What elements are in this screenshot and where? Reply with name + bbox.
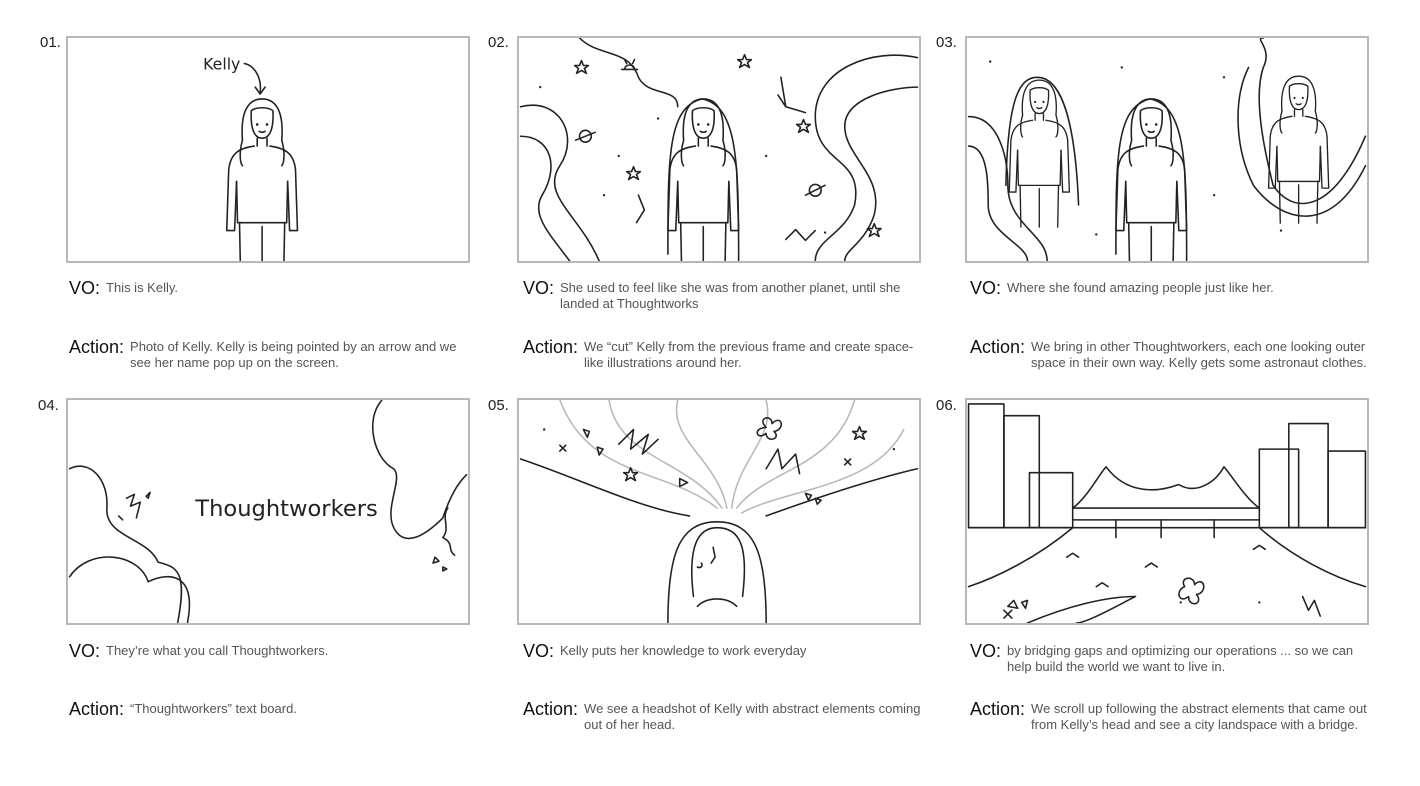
vo-label: VO: (523, 278, 555, 298)
vo-text: by bridging gaps and optimizing our operations ... so we can help build the world we want to live in. (1007, 643, 1354, 674)
action-text: “Thoughtworkers” text board. (130, 701, 297, 716)
panel-number: 05. (488, 397, 509, 414)
vo-text: Where she found amazing people just like her. (1007, 280, 1274, 295)
vo-text: She used to feel like she was from another planet, until she landed at Thoughtworks (560, 280, 901, 311)
action-text: We scroll up following the abstract elements that came out from Kelly’s head and see a city landspace with a bridge. (1031, 701, 1367, 732)
vo-label: VO: (69, 641, 101, 661)
panel-number: 02. (488, 34, 509, 51)
action-label: Action: (970, 699, 1026, 719)
vo-label: VO: (970, 641, 1002, 661)
thoughtworkers-illustration (967, 38, 1367, 261)
action-label: Action: (69, 337, 125, 357)
panel-number: 03. (936, 34, 957, 51)
panel-number: 06. (936, 397, 957, 414)
storyboard-frame-4 (66, 398, 470, 625)
city-bridge-illustration (967, 400, 1367, 623)
storyboard-frame-5 (517, 398, 921, 625)
text-board-illustration (68, 400, 468, 623)
kelly-illustration (68, 38, 468, 261)
thoughtworkers-handwritten-text: Thoughtworkers (195, 495, 378, 522)
kelly-handwritten-label: Kelly (203, 54, 241, 74)
vo-label: VO: (970, 278, 1002, 298)
action-label: Action: (69, 699, 125, 719)
vo-text: Kelly puts her knowledge to work everyday (560, 643, 807, 658)
action-text: We “cut” Kelly from the previous frame and create space-like illustrations around her. (584, 339, 914, 370)
vo-text: This is Kelly. (106, 280, 179, 295)
storyboard-frame-2 (517, 36, 921, 263)
action-text: We bring in other Thoughtworkers, each one looking outer space in their own way. Kelly gets some astronaut clothes. (1031, 339, 1367, 370)
action-text: Photo of Kelly. Kelly is being pointed by an arrow and we see her name pop up on the screen. (130, 339, 457, 370)
vo-text: They’re what you call Thoughtworkers. (106, 643, 329, 658)
action-label: Action: (523, 699, 579, 719)
storyboard-frame-6 (965, 398, 1369, 625)
storyboard-frame-1 (66, 36, 470, 263)
action-label: Action: (970, 337, 1026, 357)
action-text: We see a headshot of Kelly with abstract elements coming out of her head. (584, 701, 921, 732)
panel-number: 04. (38, 397, 59, 414)
panel-number: 01. (40, 34, 61, 51)
space-illustration (519, 38, 919, 261)
storyboard-frame-3 (965, 36, 1369, 263)
headshot-illustration (519, 400, 919, 623)
action-label: Action: (523, 337, 579, 357)
vo-label: VO: (523, 641, 555, 661)
vo-label: VO: (69, 278, 101, 298)
